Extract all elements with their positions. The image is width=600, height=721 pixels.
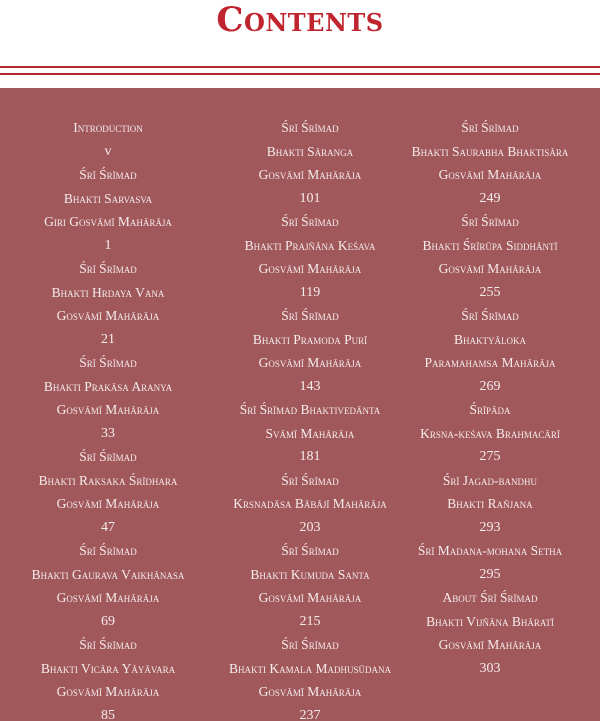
toc-entry-title-line: Paramahamsa Mahārāja (424, 355, 556, 370)
toc-page-number: 237 (299, 707, 321, 721)
toc-entry-title-line: Śrī Jagad-bandhu (442, 472, 538, 488)
toc-entry (245, 210, 376, 304)
toc-entry (44, 351, 172, 445)
toc-page-number: 143 (299, 378, 321, 394)
toc-entry-title-line: Bhakti Prakāsa Aranya (43, 378, 173, 394)
toc-entry (39, 445, 178, 539)
toc-page-number: 203 (299, 519, 321, 535)
toc-entry (233, 469, 387, 540)
toc-page-number: 1 (104, 237, 112, 253)
toc-entry-title-line: Bhakti Śrīrūpa Siddhāntī (422, 237, 558, 253)
toc-entry-title-line: Gosvāmī Mahārāja (56, 308, 160, 323)
toc-entry (229, 633, 391, 721)
toc-entry (240, 398, 381, 469)
toc-entry-title-line: Śrī Śrīmad (79, 449, 137, 464)
contents-column-3 (385, 116, 595, 680)
toc-page-number: 69 (101, 613, 115, 629)
toc-entry-title-line: Śrīpāda (469, 402, 511, 417)
toc-entry (253, 304, 367, 398)
toc-entry-title-line: Bhakti Rañjana (447, 496, 533, 511)
toc-entry-title-line: Śrī Śrīmad (461, 308, 519, 323)
toc-entry (32, 539, 185, 633)
toc-entry-title-line: Gosvāmī Mahārāja (56, 684, 160, 699)
toc-entry-title-line: Śrī Śrīmad (79, 261, 137, 276)
toc-entry-title-line: Śrī Śrīmad (281, 637, 339, 652)
toc-entry (426, 586, 554, 680)
toc-page-number: 101 (299, 190, 321, 206)
toc-entry-title-line: Introduction (73, 120, 143, 135)
header-rule-top (0, 66, 600, 68)
toc-entry-title-line: Bhakti Vicāra Yāyāvara (40, 660, 176, 676)
toc-page-number: 47 (100, 519, 115, 535)
toc-page-number: 255 (479, 284, 501, 300)
toc-entry-title-line: Śrī Śrīmad (79, 167, 137, 182)
toc-entry (73, 116, 143, 163)
toc-entry-title-line: Giri Gosvāmī Mahārāja (44, 214, 172, 229)
toc-entry-title-line: Śrī Śrīmad (281, 120, 339, 135)
toc-entry-title-line: Bhakti Vijñāna Bhāratī (426, 613, 554, 629)
toc-entry-title-line: Gosvāmī Mahārāja (258, 355, 362, 370)
toc-entry-title-line: About Śrī Śrīmad (442, 590, 538, 605)
toc-entry-title-line: Bhakti Sarvasva (63, 190, 153, 206)
toc-entry-title-line: Bhakti Raksaka Śrīdhara (38, 472, 178, 488)
contents-column-2 (205, 116, 415, 721)
toc-entry-title-line: Śrī Śrīmad (281, 214, 339, 229)
toc-entry-title-line: Śrī Śrīmad (79, 543, 137, 558)
toc-entry (425, 304, 556, 398)
toc-entry-title-line: Śrī Śrīmad (281, 543, 339, 558)
toc-entry-title-line: Bhakti Prajñāna Keśava (244, 237, 376, 253)
toc-page-number: v (104, 143, 112, 159)
toc-entry-title-line: Śrī Madana-mohana Setha (417, 543, 563, 558)
toc-page-number: 119 (299, 284, 321, 300)
page-title: Contents (216, 0, 384, 40)
toc-entry-title-line: Bhakti Sāranga (266, 143, 354, 159)
toc-page-number: 181 (299, 449, 321, 464)
contents-column-1 (3, 116, 213, 721)
toc-entry-title-line: Bhakti Kamala Madhusūdana (229, 660, 391, 676)
toc-entry-title-line: Gosvāmī Mahārāja (258, 590, 362, 605)
toc-entry-title-line: Gosvāmī Mahārāja (438, 261, 542, 276)
toc-page-number: 269 (479, 378, 501, 394)
toc-entry-title-line: Gosvāmī Mahārāja (56, 590, 160, 605)
toc-entry-title-line: Śrī Śrīmad (281, 308, 339, 323)
toc-entry-title-line: Gosvāmī Mahārāja (438, 637, 542, 652)
toc-entry-title-line: Śrī Śrīmad (461, 214, 519, 229)
toc-entry (443, 469, 537, 540)
toc-entry-title-line: Gosvāmī Mahārāja (258, 261, 362, 276)
toc-entry (412, 116, 569, 210)
toc-entry-title-line: Śrī Śrīmad (79, 637, 137, 652)
toc-entry (41, 633, 175, 721)
toc-entry (250, 539, 369, 633)
toc-entry-title-line: Śrī Śrīmad (79, 355, 137, 370)
toc-page-number: 21 (101, 331, 115, 347)
toc-entry-title-line: Śrī Śrīmad (461, 120, 519, 135)
toc-entry (52, 257, 165, 351)
toc-page-number: 85 (101, 707, 115, 721)
toc-entry-title-line: Gosvāmī Mahārāja (438, 167, 542, 182)
toc-entry-title-line: Bhakti Hrdaya Vana (51, 284, 165, 300)
toc-page-number: 275 (479, 449, 501, 464)
toc-page-number: 295 (479, 566, 501, 582)
toc-entry-title-line: Krsnadāsa Bābājī Mahārāja (233, 496, 387, 511)
header-rule-bottom (0, 73, 600, 75)
toc-entry-title-line: Śrī Śrīmad (281, 472, 339, 488)
toc-entry-title-line: Bhakti Kumuda Santa (250, 566, 370, 582)
toc-entry (423, 210, 558, 304)
toc-entry-title-line: Bhakti Saurabha Bhaktisāra (411, 143, 569, 159)
toc-entry-title-line: Gosvāmī Mahārāja (258, 684, 362, 699)
toc-entry-title-line: Bhakti Gaurava Vaikhānasa (31, 566, 185, 582)
toc-entry (420, 398, 560, 469)
toc-entry (44, 163, 172, 257)
toc-entry (418, 539, 562, 586)
toc-entry-title-line: Gosvāmī Mahārāja (56, 496, 160, 511)
toc-page-number: 303 (479, 660, 501, 676)
toc-page-number: 33 (101, 425, 115, 441)
toc-page-number: 293 (479, 519, 501, 535)
toc-entry-title-line: Bhakti Pramoda Purī (252, 331, 368, 347)
toc-entry (259, 116, 362, 210)
toc-entry-title-line: Svāmī Mahārāja (265, 425, 355, 441)
toc-page-number: 249 (479, 190, 501, 206)
toc-entry-title-line: Śrī Śrīmad Bhaktivedānta (239, 402, 381, 417)
toc-entry-title-line: Bhaktyāloka (454, 331, 526, 347)
toc-page-number: 215 (299, 613, 321, 629)
toc-entry-title-line: Gosvāmī Mahārāja (56, 402, 160, 417)
toc-entry-title-line: Gosvāmī Mahārāja (258, 167, 362, 182)
toc-entry-title-line: Krsna-keśava Brahmacārī (420, 425, 560, 441)
